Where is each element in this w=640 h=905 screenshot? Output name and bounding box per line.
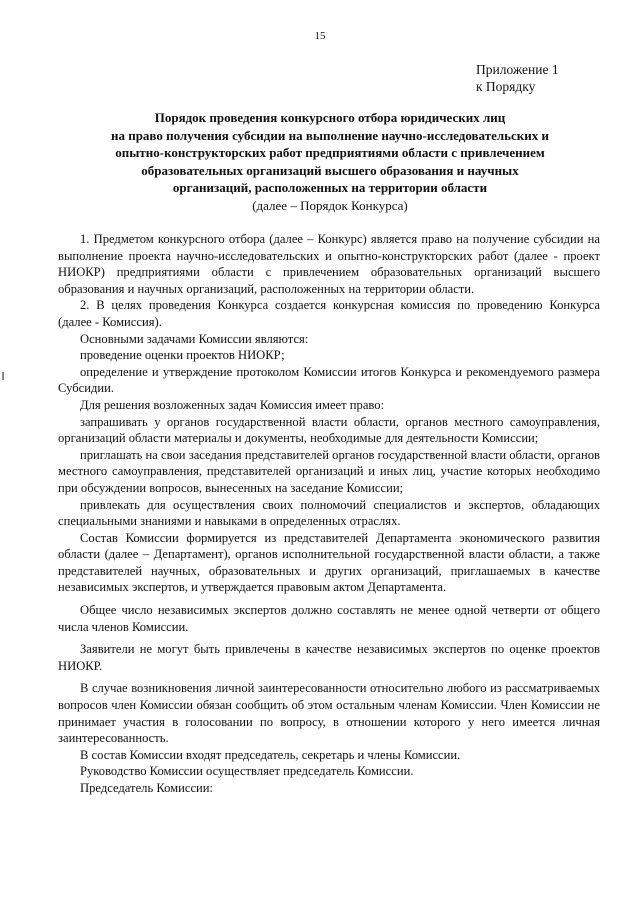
paragraph-right-3: привлекать для осуществления своих полномочий специалистов и экспертов, обладающих специальными знаниями и навыками в определенных отраслях. [58,497,600,529]
paragraph-rights-heading: Для решения возложенных задач Комиссия имеет право: [80,397,385,412]
paragraph-experts-share: Общее число независимых экспертов должно составлять не менее одной четверти от общего числа членов Комиссии. [58,603,600,634]
appendix-line-1: Приложение 1 [476,62,559,77]
document-body [58,231,600,797]
document-title [40,109,620,215]
title-line-1: Порядок проведения конкурсного отбора юридических лиц [154,110,506,125]
paragraph-commission: 2. В целях проведения Конкурса создается конкурсная комиссия по проведению Конкурса (далее - Комиссия). [58,298,600,329]
paragraph-subject: 1. Предметом конкурсного отбора (далее – Конкурс) является право на получение субсидии на выполнение проекта научно-исследовательских и опытно-конструкторских работ (далее - проект НИОКР) предприятиями области с привлечением образовательных организаций высшего образования и научных организаций, расположенных на территории области. [58,232,600,296]
paragraph-applicants: Заявители не могут быть привлечены в качестве независимых экспертов по оценке проектов НИОКР. [58,642,600,673]
paragraph-right-1: запрашивать у органов государственной власти области, органов местного самоуправления, организаций области материалы и документы, необходимые для деятельности Комиссии; [58,414,600,446]
paragraph-members: В состав Комиссии входят председатель, секретарь и члены Комиссии. [80,747,461,762]
title-line-3: опытно-конструкторских работ предприятиями области с привлечением [115,145,545,161]
title-line-6: (далее – Порядок Конкурса) [252,197,408,213]
paragraph-conflict-of-interest: В случае возникновения личной заинтересованности относительно любого из рассматриваемых вопросов член Комиссии обязан сообщить об этом остальным членам Комиссии. Член Комиссии не принимает участия в голосовании по вопросу, в отношении которого у него имеется личная заинтересованность. [58,681,600,746]
scan-artifact-mark [2,372,4,380]
paragraph-task-1: проведение оценки проектов НИОКР; [80,348,285,363]
appendix-reference [476,61,559,95]
title-line-5: организаций, расположенных на территории области [172,180,488,196]
paragraph-leadership: Руководство Комиссии осуществляет председатель Комиссии. [80,764,414,779]
paragraph-tasks-heading: Основными задачами Комиссии являются: [80,331,309,346]
page-number: 15 [314,30,326,42]
paragraph-chairman: Председатель Комиссии: [80,781,214,795]
appendix-line-2: к Порядку [476,79,536,94]
paragraph-task-2: определение и утверждение протоколом Комиссии итогов Конкурса и рекомендуемого размера Субсидии. [58,364,600,396]
title-line-4: образовательных организаций высшего образования и научных [141,162,519,178]
paragraph-composition: Состав Комиссии формируется из представителей Департамента экономического развития области (далее – Департамент), органов исполнительной государственной власти области, а также представителей научных, образовательных и других организаций, приглашаемых в качестве независимых экспертов, и утверждается правовым актом Департамента. [58,530,600,595]
title-line-2: на право получения субсидии на выполнение научно-исследовательских и [110,127,550,143]
paragraph-right-2: приглашать на свои заседания представителей органов государственной власти области, органов местного самоуправления, представителей организаций и иных лиц, участие которых необходимо при обсуждении вопросов, вынесенных на заседание Комиссии; [58,447,600,495]
